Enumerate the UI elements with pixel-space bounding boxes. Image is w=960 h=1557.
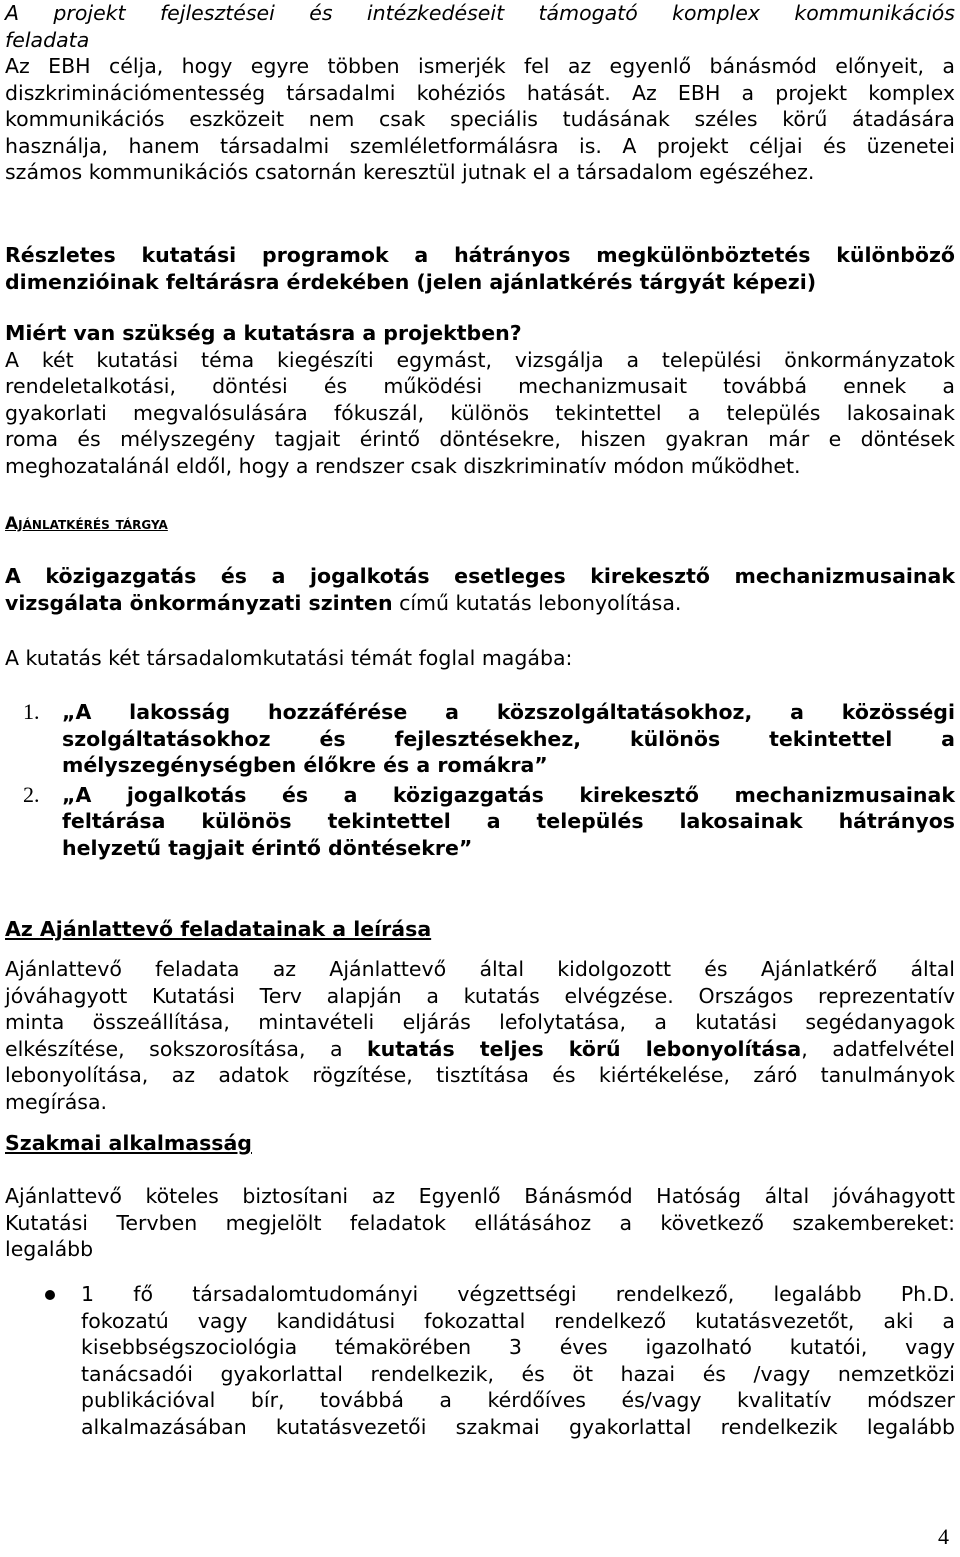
tasks-heading: Az Ajánlattevő feladatainak a leírása bbox=[5, 917, 432, 941]
page-number: 4 bbox=[938, 1524, 949, 1549]
qualification-paragraph-line-1: Ajánlattevő köteles biztosítani az Egyenlő Bánásmód Hatóság által jóváhagyott bbox=[5, 1184, 955, 1208]
subject-title-line-1: A közigazgatás és a jogalkotás esetleges kirekesztő mechanizmusainak bbox=[5, 564, 955, 588]
intro-section bbox=[5, 0, 955, 186]
bullet-line-3: kisebbségszociológia témakörében 3 éves igazolható kutatói, vagy bbox=[81, 1335, 955, 1359]
list-item-number: 2. bbox=[23, 781, 40, 807]
list-item-number: 1. bbox=[23, 699, 40, 724]
qualification-body bbox=[5, 1183, 955, 1263]
list-item-line-1: „A lakosság hozzáférése a közszolgáltatásokhoz, a közösségi bbox=[62, 700, 955, 724]
bullet-list-item bbox=[5, 1281, 955, 1440]
qualification-section bbox=[5, 1130, 955, 1157]
subject-title-rest: című kutatás lebonyolítása. bbox=[392, 590, 682, 615]
list-item-line-2: szolgáltatásokhoz és fejlesztésekhez, különös tekintettel a bbox=[62, 726, 955, 751]
bullet-line-5: publikációval bír, továbbá a kérdőíves és/vagy kvalitatív módszer bbox=[81, 1388, 955, 1412]
subject-title bbox=[5, 563, 955, 616]
intro-paragraph-line-3: kommunikációs eszközeit nem csak speciális tudásának széles körű átadására bbox=[5, 107, 955, 131]
intro-heading-line-2: feladata bbox=[5, 27, 90, 52]
research-question: Miért van szükség a kutatásra a projektben? bbox=[5, 321, 522, 345]
research-paragraph-line-3: gyakorlati megvalósulására fókuszál, különös tekintettel a település lakosainak bbox=[5, 400, 955, 425]
qualification-paragraph-line-3: legalább bbox=[5, 1237, 94, 1261]
intro-paragraph-line-5: számos kommunikációs csatornán keresztül jutnak el a társadalom egészéhez. bbox=[5, 160, 815, 184]
tasks-body bbox=[5, 956, 955, 1115]
tasks-paragraph-line-4 bbox=[5, 1036, 955, 1063]
intro-paragraph-line-4: használja, hanem társadalmi szemléletformálásra is. A projekt céljai és üzenetei bbox=[5, 133, 955, 158]
tasks-section bbox=[5, 916, 955, 943]
subject-title-bold: vizsgálata önkormányzati szinten bbox=[5, 590, 393, 615]
tasks-line-4-bold: kutatás teljes körű lebonyolítása bbox=[367, 1036, 802, 1061]
qualification-paragraph-line-2: Kutatási Tervben megjelölt feladatok ellátásához a következő szakembereket: bbox=[5, 1210, 955, 1235]
intro-paragraph-line-1: Az EBH célja, hogy egyre többen ismerjék fel az egyenlő bánásmód előnyeit, a bbox=[5, 54, 955, 78]
bullet-icon bbox=[45, 1290, 55, 1300]
research-paragraph-line-2: rendeletalkotási, döntési és működési mechanizmusait továbbá ennek a bbox=[5, 374, 955, 398]
list-item-line-2: feltárása különös tekintettel a település lakosainak hátrányos bbox=[62, 809, 955, 833]
tasks-line-4-end: , adatfelvétel bbox=[801, 1036, 956, 1061]
list-item-line-3: mélyszegénységben élőkre és a romákra” bbox=[62, 753, 548, 777]
tasks-paragraph-line-3: minta összeállítása, mintavételi eljárás lefolytatása, a kutatási segédanyagok bbox=[5, 1010, 955, 1034]
tasks-line-4-start: elkészítése, sokszorosítása, a bbox=[5, 1036, 368, 1061]
list-item-line-3: helyzetű tagjait érintő döntésekre” bbox=[62, 835, 473, 860]
subject-title-line-2 bbox=[5, 590, 955, 617]
bullet-line-2: fokozatú vagy kandidátusi fokozattal rendelkező kutatásvezetőt, aki a bbox=[81, 1308, 955, 1333]
numbered-list bbox=[5, 699, 955, 861]
list-item-line-1: „A jogalkotás és a közigazgatás kirekesztő mechanizmusainak bbox=[62, 782, 955, 807]
research-heading-line-1: Részletes kutatási programok a hátrányos megkülönböztetés különböző bbox=[5, 243, 955, 267]
bullet-line-6: alkalmazásában kutatásvezetői szakmai gyakorlattal rendelkezik legalább bbox=[81, 1414, 955, 1439]
qualification-heading: Szakmai alkalmasság bbox=[5, 1131, 252, 1155]
tasks-paragraph-line-1: Ajánlattevő feladata az Ajánlattevő által kidolgozott és Ajánlatkérő által bbox=[5, 957, 955, 981]
subject-heading bbox=[5, 511, 955, 538]
research-heading-line-2: dimenzióinak feltárásra érdekében (jelen ajánlatkérés tárgyát képezi) bbox=[5, 269, 817, 294]
subject-heading-text: Ajánlatkérés tárgya bbox=[5, 514, 168, 534]
research-body bbox=[5, 320, 955, 479]
tasks-paragraph-line-6: megírása. bbox=[5, 1089, 108, 1114]
research-paragraph-line-4: roma és mélyszegény tagjait érintő döntésekre, hiszen gyakran már e döntések bbox=[5, 427, 955, 451]
subject-intro-text: A kutatás két társadalomkutatási témát foglal magába: bbox=[5, 646, 573, 670]
tasks-paragraph-line-2: jóváhagyott Kutatási Terv alapján a kutatás elvégzése. Országos reprezentatív bbox=[5, 983, 955, 1008]
research-paragraph-line-1: A két kutatási téma kiegészíti egymást, vizsgálja a települési önkormányzatok bbox=[5, 347, 955, 372]
list-item bbox=[5, 782, 955, 862]
bullet-list bbox=[5, 1281, 955, 1440]
research-section bbox=[5, 242, 955, 295]
intro-paragraph-line-2: diszkriminációmentesség társadalmi kohéziós hatását. Az EBH a projekt komplex bbox=[5, 80, 955, 105]
research-paragraph-line-5: meghozatalánál eldől, hogy a rendszer csak diszkriminatív módon működhet. bbox=[5, 453, 801, 478]
list-item bbox=[5, 699, 955, 779]
tasks-paragraph-line-5: lebonyolítása, az adatok rögzítése, tisztítása és kiértékelése, záró tanulmányok bbox=[5, 1063, 955, 1087]
subject-intro bbox=[5, 645, 955, 672]
bullet-line-1: 1 fő társadalomtudományi végzettségi rendelkező, legalább Ph.D. bbox=[81, 1282, 955, 1306]
intro-heading-line-1: A projekt fejlesztései és intézkedéseit támogató komplex kommunikációs bbox=[5, 1, 955, 25]
bullet-line-4: tanácsadói gyakorlattal rendelkezik, és öt hazai és /vagy nemzetközi bbox=[81, 1361, 955, 1386]
